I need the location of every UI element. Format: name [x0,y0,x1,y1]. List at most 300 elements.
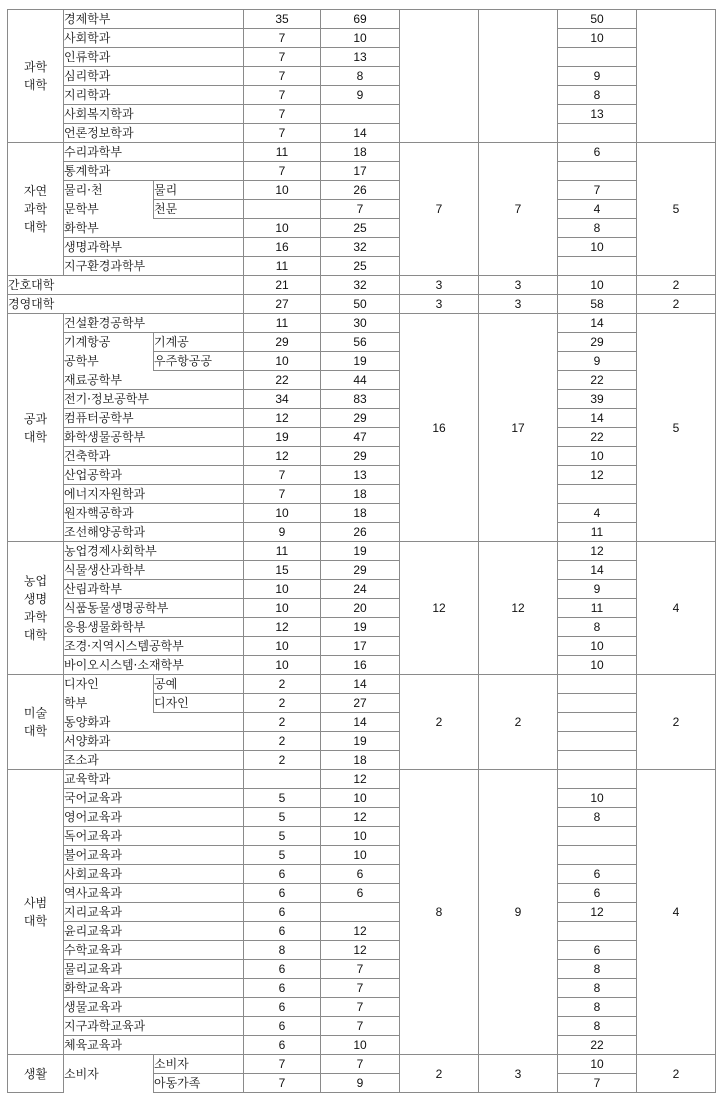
dept-group: 물리·천 [64,181,154,200]
value-2: 10 [321,789,400,808]
value-2: 50 [321,295,400,314]
value-c: 58 [558,295,637,314]
value-1: 10 [244,181,321,200]
value-1: 21 [244,276,321,295]
value-b: 2 [479,675,558,770]
table-row [8,10,716,29]
dept-name: 산림과학부 [64,580,244,599]
value-1: 10 [244,637,321,656]
value-d: 2 [637,675,716,770]
value-c [558,922,637,941]
college-name-line: 대학 [23,628,48,642]
value-1: 34 [244,390,321,409]
value-1: 7 [244,485,321,504]
dept-name: 사회교육과 [64,865,244,884]
dept-name: 바이오시스템·소재학부 [64,656,244,675]
value-a [400,10,479,143]
value-2: 10 [321,29,400,48]
value-1: 16 [244,238,321,257]
value-a: 7 [400,143,479,276]
value-c: 10 [558,637,637,656]
value-2: 32 [321,238,400,257]
value-2: 24 [321,580,400,599]
dept-name: 생물교육과 [64,998,244,1017]
dept-name: 재료공학부 [64,371,244,390]
value-1: 6 [244,960,321,979]
table-row [8,732,716,751]
value-c: 22 [558,428,637,447]
value-1: 7 [244,67,321,86]
value-1: 9 [244,523,321,542]
table-row [8,143,716,162]
value-2: 7 [321,979,400,998]
table-row [8,181,716,200]
value-2: 10 [321,827,400,846]
value-2: 7 [321,998,400,1017]
dept-name: 건설환경공학부 [64,314,244,333]
value-a: 2 [400,675,479,770]
value-2 [321,903,400,922]
value-a: 3 [400,276,479,295]
value-d: 5 [637,314,716,542]
college-name: 경영대학 [8,295,244,314]
dept-name: 화학교육과 [64,979,244,998]
dept-name: 원자핵공학과 [64,504,244,523]
value-a: 8 [400,770,479,1055]
value-c: 10 [558,29,637,48]
table-row [8,884,716,903]
value-2: 7 [321,960,400,979]
dept-name: 체육교육과 [64,1036,244,1055]
value-b: 12 [479,542,558,675]
value-2: 17 [321,162,400,181]
dept-name: 지구환경과학부 [64,257,244,276]
table-row [8,694,716,713]
value-2: 13 [321,466,400,485]
table-row [8,960,716,979]
sub-dept: 천문 [154,200,244,219]
sub-dept: 소비자 [154,1055,244,1074]
value-c: 10 [558,789,637,808]
value-1 [244,200,321,219]
value-c [558,48,637,67]
value-c: 8 [558,808,637,827]
value-2: 10 [321,1036,400,1055]
value-1: 35 [244,10,321,29]
table-row [8,238,716,257]
value-2: 12 [321,770,400,789]
college-name [8,1055,64,1093]
table-row [8,808,716,827]
table-row [8,865,716,884]
value-2: 25 [321,257,400,276]
dept-group: 공학부 [64,352,154,371]
college-name-line: 대학 [23,724,48,738]
college-name-line: 대학 [23,429,48,444]
value-1: 22 [244,371,321,390]
value-b: 17 [479,314,558,542]
dept-group: 학부 [64,694,154,713]
table-row [8,580,716,599]
value-1: 10 [244,504,321,523]
value-2: 7 [321,1055,400,1074]
dept-name: 언론정보학과 [64,124,244,143]
dept-group: 디자인 [64,675,154,694]
dept-name: 독어교육과 [64,827,244,846]
value-c: 11 [558,599,637,618]
value-d [637,10,716,143]
college-name [8,314,64,542]
value-2: 14 [321,675,400,694]
value-2: 29 [321,447,400,466]
dept-name: 동양화과 [64,713,244,732]
table-row [8,276,716,295]
value-2: 18 [321,504,400,523]
college-name-line: 사범 [23,896,48,910]
table-row [8,523,716,542]
table-row [8,979,716,998]
value-a: 3 [400,295,479,314]
value-b: 9 [479,770,558,1055]
dept-name: 서양화과 [64,732,244,751]
table-row [8,257,716,276]
value-a: 16 [400,314,479,542]
value-d: 2 [637,276,716,295]
table-row [8,789,716,808]
table-row [8,561,716,580]
dept-name: 건축학과 [64,447,244,466]
dept-name: 인류학과 [64,48,244,67]
college-name-line: 공과 [23,411,48,426]
value-2: 6 [321,865,400,884]
value-2: 32 [321,276,400,295]
value-2: 19 [321,542,400,561]
value-1: 7 [244,29,321,48]
value-c [558,124,637,143]
value-1: 10 [244,580,321,599]
value-1: 10 [244,352,321,371]
value-c: 14 [558,561,637,580]
dept-name: 생명과학부 [64,238,244,257]
value-1: 11 [244,257,321,276]
value-b: 7 [479,143,558,276]
sub-dept: 디자인 [154,694,244,713]
value-1: 10 [244,599,321,618]
value-c: 8 [558,1017,637,1036]
value-c [558,751,637,770]
sub-dept: 아동가족 [154,1074,244,1093]
college-name-line: 미술 [23,706,48,720]
value-2: 83 [321,390,400,409]
table-row [8,124,716,143]
table-row [8,922,716,941]
value-c: 12 [558,466,637,485]
table-row [8,352,716,371]
dept-name: 화학생물공학부 [64,428,244,447]
value-2: 30 [321,314,400,333]
value-2: 17 [321,637,400,656]
college-name [8,143,64,276]
value-c: 6 [558,941,637,960]
value-2: 14 [321,124,400,143]
table-row [8,1017,716,1036]
table-row [8,637,716,656]
dept-name: 조선해양공학과 [64,523,244,542]
sub-dept: 공예 [154,675,244,694]
dept-name: 농업경제사회학부 [64,542,244,561]
dept-name: 사회학과 [64,29,244,48]
value-c: 8 [558,979,637,998]
value-1: 6 [244,903,321,922]
value-1: 12 [244,618,321,637]
value-1: 11 [244,143,321,162]
value-c: 4 [558,504,637,523]
value-2: 6 [321,884,400,903]
college-name-line: 과학 [23,610,48,624]
dept-name: 에너지자원학과 [64,485,244,504]
admissions-table [7,9,716,1093]
dept-group: 기계항공 [64,333,154,352]
table-row [8,656,716,675]
table-row [8,409,716,428]
table-row [8,846,716,865]
value-a: 12 [400,542,479,675]
value-d: 4 [637,770,716,1055]
dept-name: 지리교육과 [64,903,244,922]
value-c: 4 [558,200,637,219]
table-row [8,333,716,352]
value-c: 10 [558,656,637,675]
value-b: 3 [479,295,558,314]
dept-name: 사회복지학과 [64,105,244,124]
college-name-line: 자연 [23,184,48,198]
value-2: 14 [321,713,400,732]
value-1: 7 [244,86,321,105]
value-c: 12 [558,903,637,922]
value-c [558,257,637,276]
value-c: 10 [558,238,637,257]
value-c: 29 [558,333,637,352]
college-name-line: 과학 [23,202,48,216]
value-1: 6 [244,1017,321,1036]
value-1: 29 [244,333,321,352]
value-d: 4 [637,542,716,675]
table-row [8,371,716,390]
dept-name: 국어교육과 [64,789,244,808]
value-c: 22 [558,371,637,390]
value-c: 8 [558,618,637,637]
table-row [8,998,716,1017]
dept-name: 전기·정보공학부 [64,390,244,409]
dept-group: 소비자 [64,1055,154,1093]
value-c: 9 [558,352,637,371]
value-c: 8 [558,960,637,979]
value-1: 5 [244,846,321,865]
value-2: 47 [321,428,400,447]
value-2: 12 [321,941,400,960]
dept-name: 수리과학부 [64,143,244,162]
value-2: 19 [321,732,400,751]
value-1: 5 [244,789,321,808]
college-name-line: 농업 [23,574,48,588]
value-c: 39 [558,390,637,409]
value-c [558,675,637,694]
value-2: 7 [321,1017,400,1036]
dept-name: 식물생산과학부 [64,561,244,580]
value-c: 7 [558,181,637,200]
value-1: 6 [244,998,321,1017]
value-c: 12 [558,542,637,561]
value-c: 50 [558,10,637,29]
value-c: 10 [558,1055,637,1074]
value-c: 6 [558,865,637,884]
value-2: 26 [321,523,400,542]
value-2: 18 [321,485,400,504]
table-row [8,1055,716,1074]
value-c [558,485,637,504]
value-1: 6 [244,865,321,884]
value-b: 3 [479,1055,558,1093]
value-c: 7 [558,1074,637,1093]
dept-name: 조소과 [64,751,244,770]
value-2: 19 [321,618,400,637]
dept-name: 통계학과 [64,162,244,181]
table-row [8,105,716,124]
value-a: 2 [400,1055,479,1093]
value-2: 19 [321,352,400,371]
dept-name: 역사교육과 [64,884,244,903]
dept-name: 컴퓨터공학부 [64,409,244,428]
value-c: 9 [558,67,637,86]
dept-name: 심리학과 [64,67,244,86]
table-row [8,447,716,466]
value-1: 5 [244,808,321,827]
value-2: 25 [321,219,400,238]
value-d: 2 [637,1055,716,1093]
value-2: 12 [321,808,400,827]
value-c: 10 [558,276,637,295]
value-1: 6 [244,979,321,998]
value-1: 19 [244,428,321,447]
dept-name: 수학교육과 [64,941,244,960]
dept-name: 교육학과 [64,770,244,789]
dept-name: 지리학과 [64,86,244,105]
value-c: 22 [558,1036,637,1055]
value-c: 8 [558,86,637,105]
value-2: 8 [321,67,400,86]
value-1: 7 [244,162,321,181]
value-2 [321,105,400,124]
value-c: 10 [558,447,637,466]
value-2: 20 [321,599,400,618]
table-row [8,428,716,447]
table-row [8,162,716,181]
dept-name: 화학부 [64,219,244,238]
value-1: 6 [244,884,321,903]
value-1: 11 [244,314,321,333]
table-row [8,751,716,770]
college-name [8,10,64,143]
value-2: 18 [321,143,400,162]
dept-name: 식품동물생명공학부 [64,599,244,618]
value-1: 8 [244,941,321,960]
value-1: 12 [244,447,321,466]
value-c [558,694,637,713]
table-row [8,827,716,846]
value-d: 5 [637,143,716,276]
table-row [8,29,716,48]
value-c: 13 [558,105,637,124]
value-c: 9 [558,580,637,599]
value-c: 11 [558,523,637,542]
value-1: 6 [244,1036,321,1055]
value-c [558,770,637,789]
value-1: 2 [244,751,321,770]
value-1: 7 [244,1074,321,1093]
college-name-line: 대학 [23,220,48,234]
value-2: 9 [321,1074,400,1093]
dept-name: 불어교육과 [64,846,244,865]
dept-group: 문학부 [64,200,154,219]
college-name-line: 생명 [23,592,48,606]
value-1: 6 [244,922,321,941]
dept-name: 조경·지역시스템공학부 [64,637,244,656]
value-c [558,827,637,846]
value-c [558,162,637,181]
value-c: 14 [558,409,637,428]
table-row [8,713,716,732]
college-name [8,675,64,770]
value-c [558,732,637,751]
value-2: 29 [321,409,400,428]
sub-dept: 우주항공공 [154,352,244,371]
table-row [8,390,716,409]
table-row [8,295,716,314]
table-row [8,200,716,219]
value-1: 10 [244,219,321,238]
dept-name: 산업공학과 [64,466,244,485]
value-1: 2 [244,713,321,732]
value-2: 26 [321,181,400,200]
table-row [8,941,716,960]
value-1: 27 [244,295,321,314]
college-name-line: 생활 [23,1066,48,1081]
dept-name: 윤리교육과 [64,922,244,941]
table-row [8,542,716,561]
value-1: 5 [244,827,321,846]
value-1: 15 [244,561,321,580]
value-1: 7 [244,105,321,124]
table-row [8,675,716,694]
dept-name: 경제학부 [64,10,244,29]
value-2: 27 [321,694,400,713]
value-1: 7 [244,1055,321,1074]
table-row [8,770,716,789]
college-name [8,770,64,1055]
value-2: 10 [321,846,400,865]
value-c [558,713,637,732]
value-1: 11 [244,542,321,561]
value-2: 13 [321,48,400,67]
college-name-line: 대학 [23,914,48,928]
value-2: 12 [321,922,400,941]
college-name [8,542,64,675]
table-row [8,1036,716,1055]
table-row [8,219,716,238]
value-2: 69 [321,10,400,29]
table-row [8,903,716,922]
dept-name: 지구과학교육과 [64,1017,244,1036]
